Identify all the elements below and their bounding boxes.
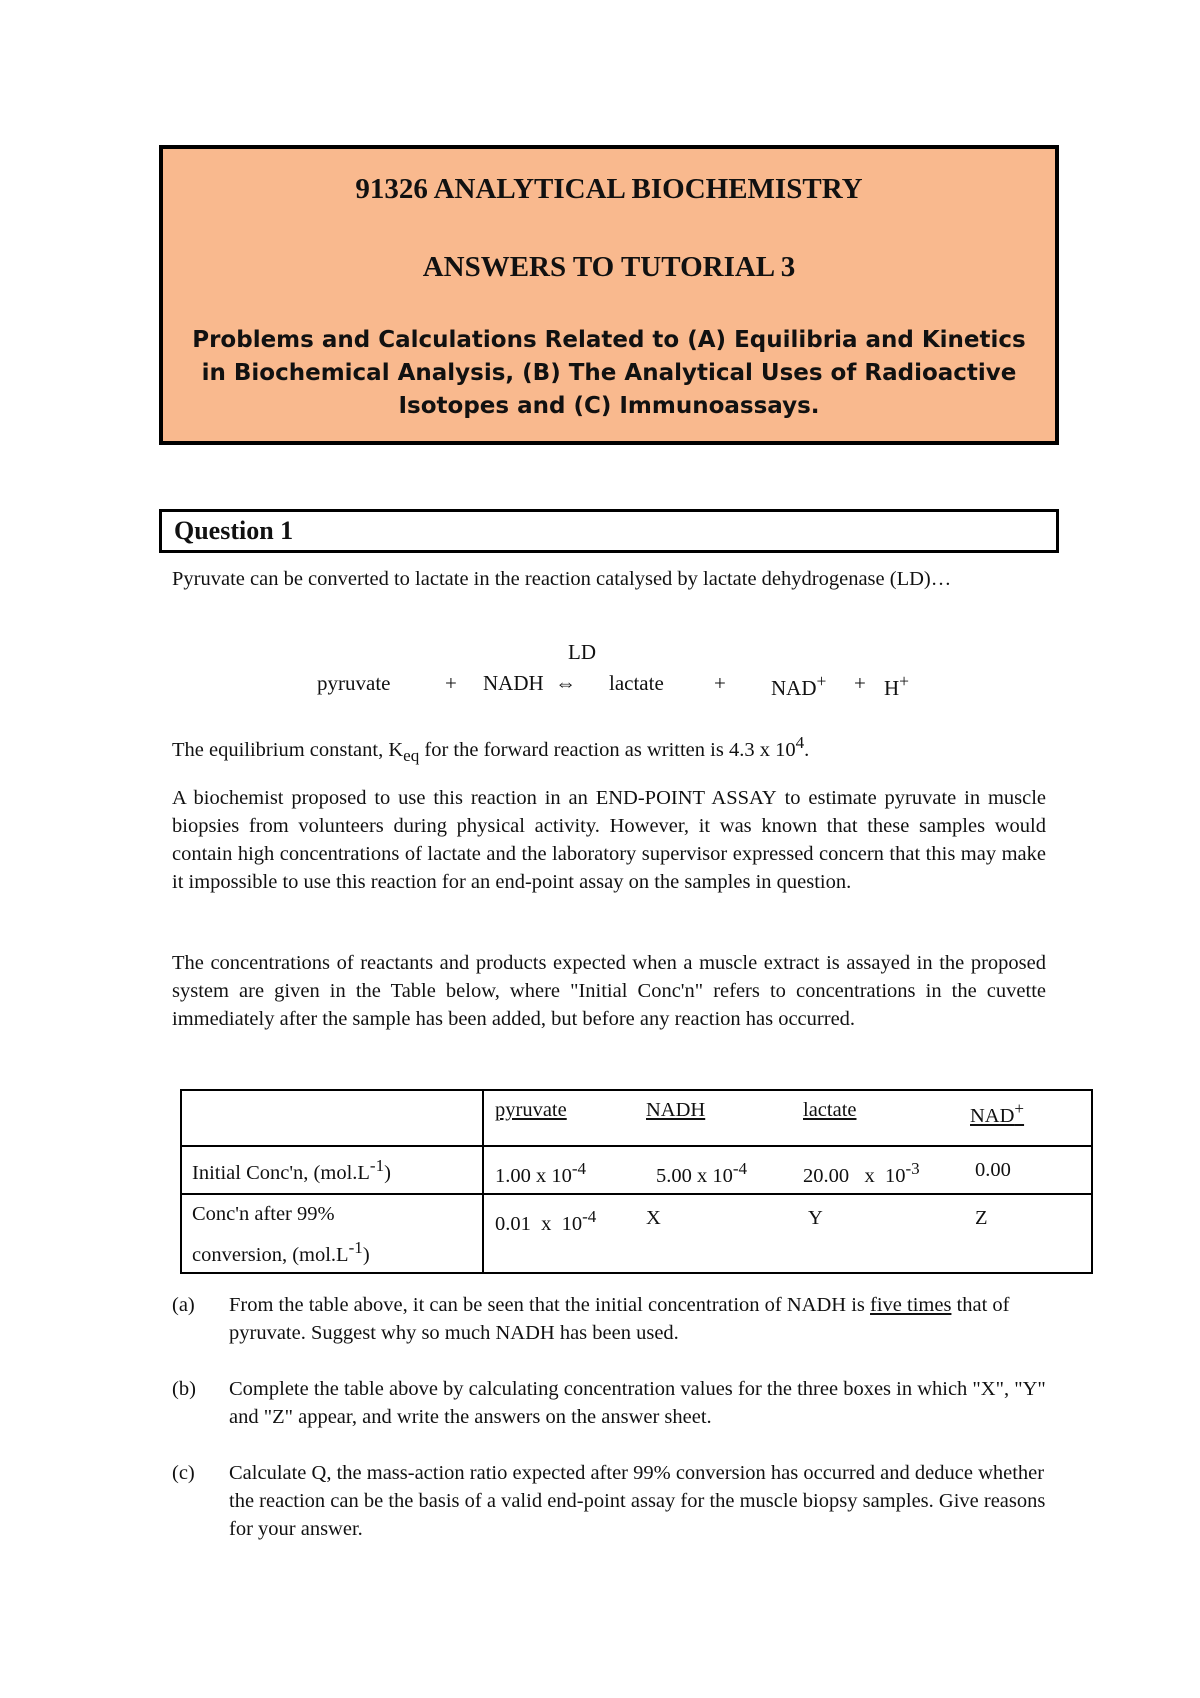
table-description-paragraph: The concentrations of reactants and products expected when a muscle extract is assayed in the proposed system are given in the Table below, where "Initial Conc'n" refers to concentrations in the cuvette immediately after the sample has been added, but before any reaction has occurred.	[172, 952, 1046, 1030]
item-text: Complete the table above by calculating concentration values for the three boxes in which "X", "Y" and "Z" appear, and write the answers on the answer sheet.	[229, 1378, 1046, 1428]
course-title: 91326 ANALYTICAL BIOCHEMISTRY	[355, 173, 863, 205]
equation-nad: NAD+	[771, 671, 827, 700]
tutorial-subtitle: Problems and Calculations Related to (A) Equilibria and Kinetics in Biochemical Analysis, (B) The Analytical Uses of Radioactive Isotopes and (C) Immunoassays.	[192, 327, 1026, 419]
answer-y: Y	[808, 1207, 823, 1229]
keq-paragraph: The equilibrium constant, $K_{eq}$ for the forward reaction as written is 4.3 x $10^4$.	[172, 733, 810, 765]
equation-h: H+	[884, 671, 910, 700]
column-header: pyruvate	[495, 1099, 567, 1121]
question-item-a	[172, 1291, 1046, 1347]
question-item-c	[172, 1459, 1046, 1543]
row-label: Conc'n after 99% conversion, $(mol.L^{-1})$	[181, 1194, 483, 1273]
intro-paragraph: Pyruvate can be converted to lactate in the reaction catalysed by lactate dehydrogenase (LD)…	[172, 568, 952, 590]
cell-value: 0.01 x $10^{-4}$	[495, 1207, 597, 1235]
cell-value: 1.00 x $10^{-4}$	[495, 1159, 587, 1187]
table-cell	[483, 1146, 1092, 1194]
table-cell	[181, 1090, 483, 1146]
table-row	[181, 1194, 1092, 1273]
column-header: NADH	[646, 1099, 706, 1121]
question-heading: Question 1	[159, 509, 1059, 553]
equilibrium-arrow: ⇔	[555, 671, 576, 695]
cell-value: 20.00 x $10^{-3}$	[803, 1159, 920, 1187]
table-cell	[483, 1090, 1092, 1146]
column-header: NAD+	[970, 1099, 1025, 1127]
answer-x: X	[646, 1207, 661, 1229]
assay-paragraph: A biochemist proposed to use this reaction in an END-POINT ASSAY to estimate pyruvate in muscle biopsies from volunteers during physical activity. However, it was known that these samples would contain high concentrations of lactate and the laboratory supervisor expressed concern that this may make it impossible to use this reaction for an end-point assay on the samples in question.	[172, 787, 1047, 893]
item-label: (b)	[172, 1378, 196, 1400]
column-header: lactate	[803, 1099, 857, 1121]
item-text: Calculate Q, the mass-action ratio expected after 99% conversion has occurred and deduce whether the reaction can be the basis of a valid end-point assay for the muscle biopsy samples. Give reasons for your answer.	[229, 1462, 1046, 1540]
table-row	[181, 1090, 1092, 1146]
row-label: Initial Conc'n, $(mol.L^{-1})$	[181, 1146, 483, 1194]
tutorial-title: ANSWERS TO TUTORIAL 3	[422, 251, 796, 283]
cell-value: 5.00 x $10^{-4}$	[656, 1159, 748, 1187]
enzyme-label: LD	[568, 640, 596, 664]
equation-nadh: NADH	[483, 671, 544, 695]
table-cell	[483, 1194, 1092, 1273]
item-text: From the table above, it can be seen that the initial concentration of NADH is five times that of pyruvate. Suggest why so much NADH has been used.	[229, 1294, 1010, 1344]
question-item-b	[172, 1375, 1046, 1431]
item-label: (a)	[172, 1294, 195, 1316]
cell-value: 0.00	[975, 1159, 1011, 1181]
concentration-table	[180, 1089, 1093, 1274]
equation-plus: +	[445, 671, 457, 695]
equation-plus: +	[714, 671, 726, 695]
equation-plus: +	[854, 671, 866, 695]
answer-z: Z	[975, 1207, 988, 1229]
table-row	[181, 1146, 1092, 1194]
item-label: (c)	[172, 1462, 195, 1484]
equation-lactate: lactate	[609, 671, 664, 695]
equation-pyruvate: pyruvate	[317, 671, 391, 695]
title-box	[159, 145, 1059, 445]
